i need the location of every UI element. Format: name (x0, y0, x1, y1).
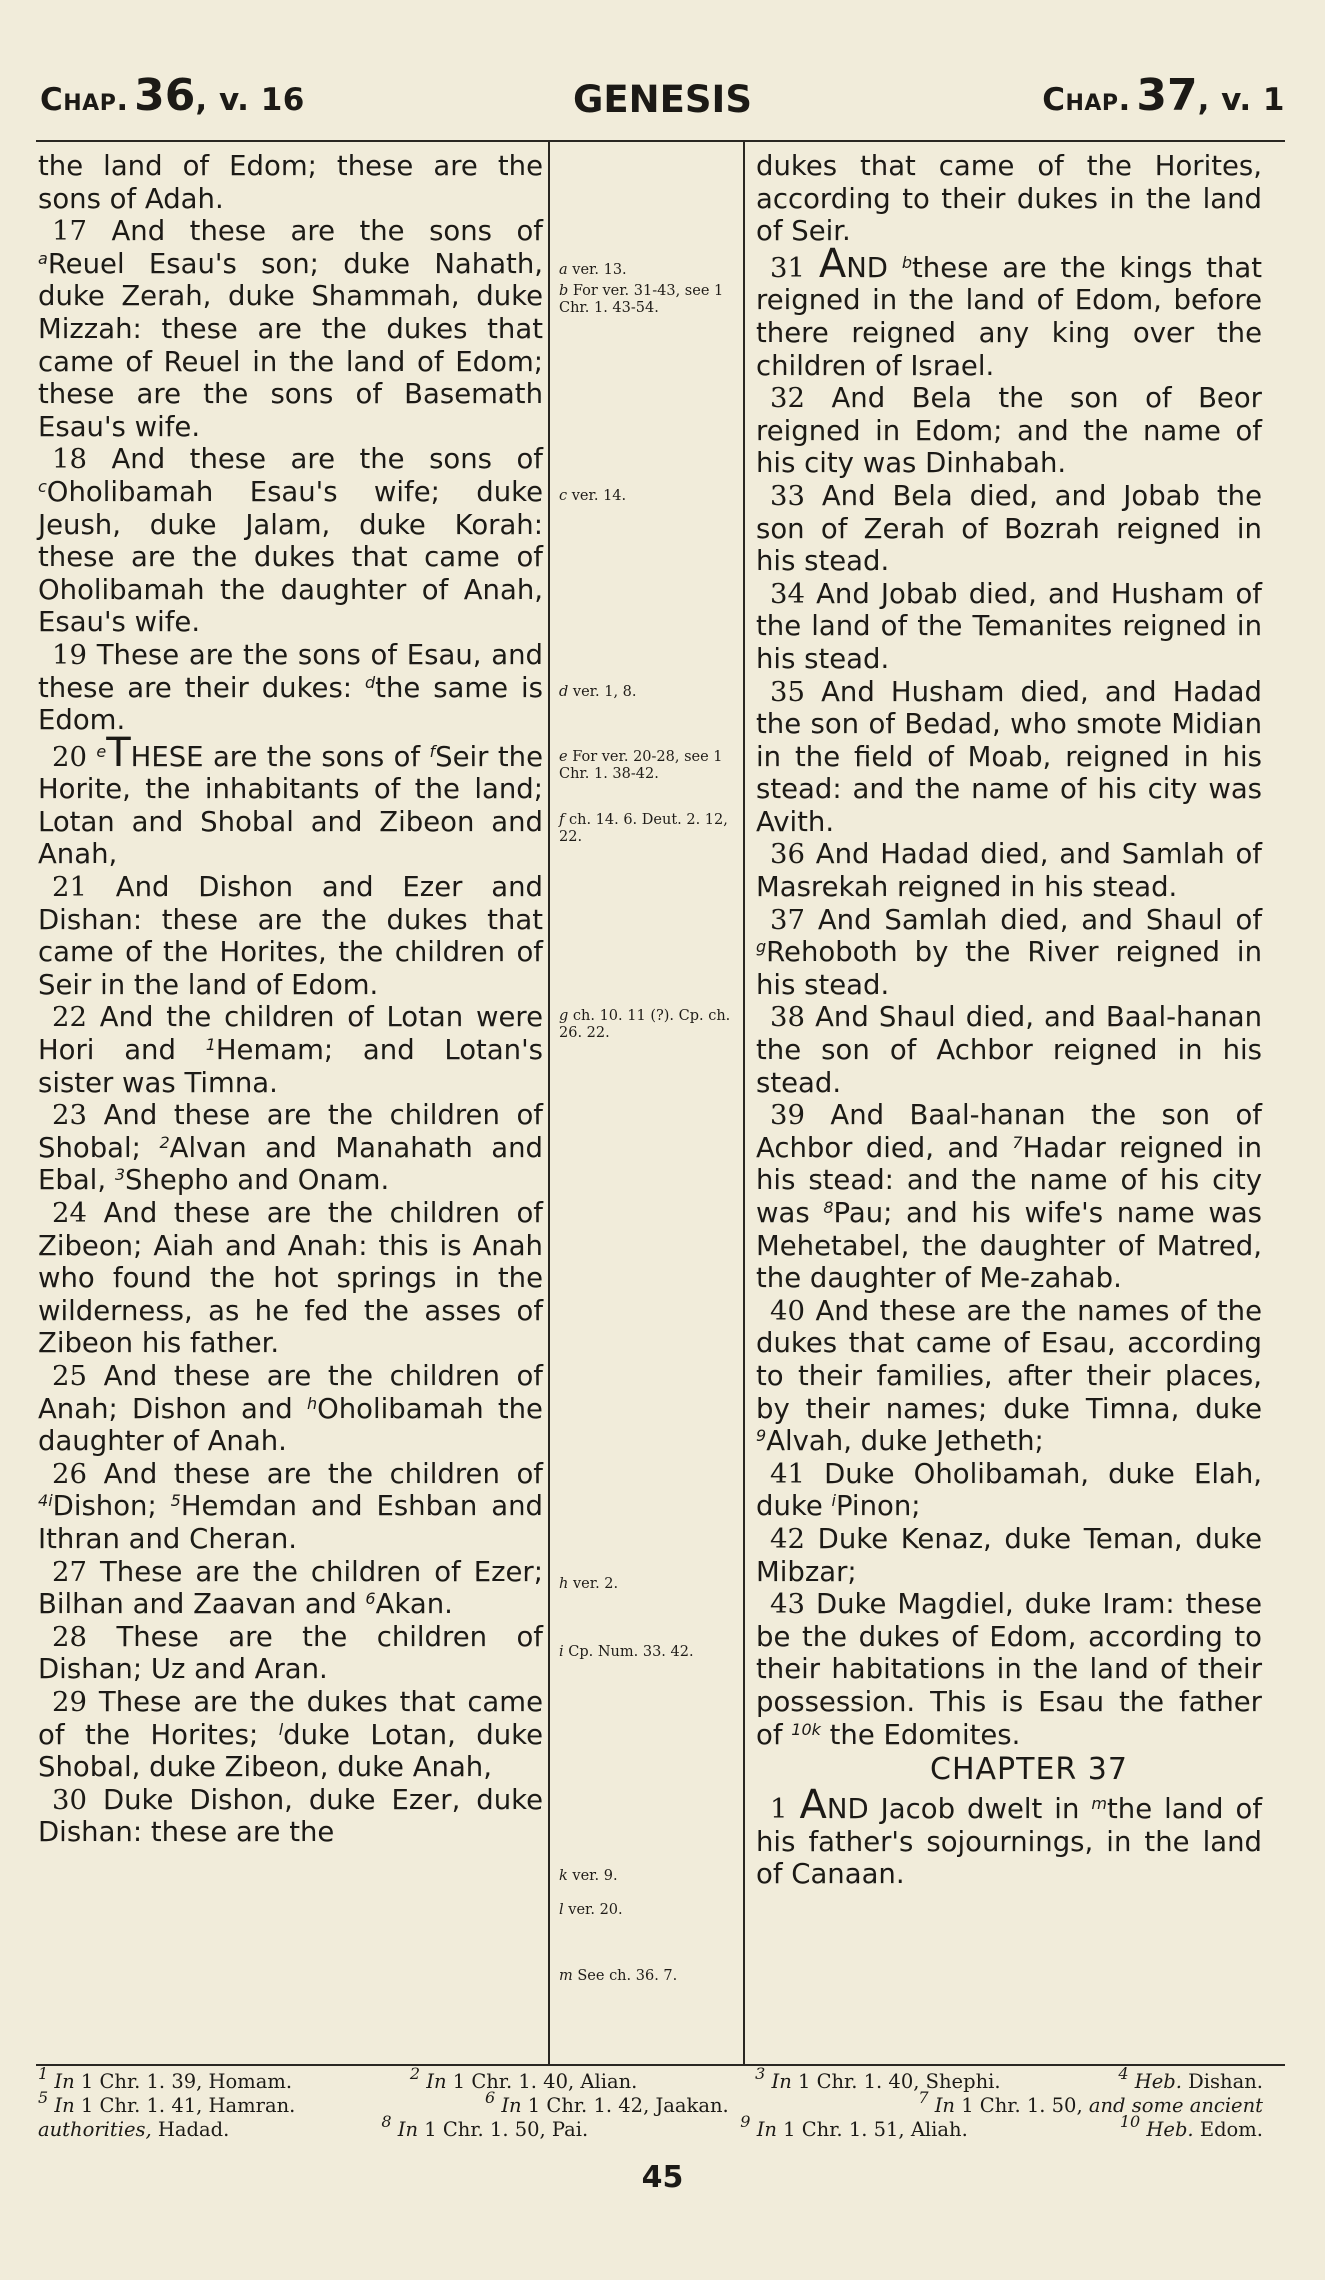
verse-text: And Husham died, and Hadad the son of Bedad, who smote Midian in the field of Moab, reigned in his stead: and the name of his city was Avith. (756, 675, 1262, 838)
verse-text: Hemdan and Eshban and Ithran and Cheran. (38, 1490, 543, 1555)
footnote-italic: In (397, 2118, 419, 2141)
footnote (755, 2064, 1001, 2094)
verse-21 (38, 871, 543, 1001)
footnote-text: Hadad. (157, 2118, 230, 2141)
chapter-heading: CHAPTER 37 (930, 1752, 1128, 1788)
verse-text: Alvan and Manahath and Ebal, (38, 1131, 543, 1197)
footnote (1118, 2064, 1263, 2094)
footnote-italic: authorities, (38, 2118, 152, 2141)
footnote-italic: In (54, 2094, 75, 2117)
footnote (740, 2112, 968, 2142)
crossref-letter: b (559, 283, 569, 299)
verse-24 (38, 1197, 543, 1360)
verse-number: 18 (52, 443, 87, 476)
verse-38 (756, 1001, 1262, 1099)
verse-27 (38, 1556, 543, 1621)
footnote-marker: 10 (791, 1719, 812, 1739)
left-text-column (38, 150, 543, 1849)
verse-43 (756, 1588, 1262, 1751)
footnote-text: 1 Chr. 1. 50, (961, 2094, 1083, 2117)
verse-number: 31 (770, 251, 805, 284)
verse-number: 27 (52, 1555, 87, 1588)
footnote-text: 1 Chr. 1. 51, Aliah. (783, 2118, 968, 2141)
header-left-chap: Chap. (40, 82, 129, 118)
footnote (484, 2088, 729, 2118)
verse-19 (38, 639, 543, 737)
header-left-verse: , v. 16 (195, 82, 305, 118)
footnote-italic: In (426, 2070, 447, 2093)
crossref-letter: c (559, 488, 568, 504)
crossref-marker: a (38, 248, 48, 268)
verse-number: 19 (52, 638, 87, 671)
header-right-reference (1042, 70, 1285, 121)
page-number: 45 (641, 2160, 684, 2195)
crossref-text: See ch. 36. 7. (577, 1968, 678, 1984)
verse-text: And these are the children of Zibeon; Aiah and Anah: this is Anah who found the hot springs in the wilderness, as he fed the asses of Zibeon his father. (38, 1197, 543, 1360)
crossref-letter: d (559, 684, 569, 700)
footnote-italic: In (501, 2094, 522, 2117)
footnote-row (38, 2112, 1263, 2142)
verse-text: the land of his father's sojournings, in the land of Canaan. (756, 1793, 1263, 1891)
crossref-marker: f (429, 741, 436, 761)
footnote-number: 4 (1118, 2064, 1129, 2083)
crossref-marker: l (278, 1719, 284, 1739)
verse-number: 38 (770, 1001, 805, 1034)
crossref-marker: k (811, 1719, 821, 1739)
footnote-marker: 6 (365, 1589, 376, 1609)
column-rule-left (548, 141, 550, 2065)
verse-28 (38, 1621, 543, 1686)
right-text-column (756, 150, 1262, 1891)
verse-text: Duke Oholibamah, duke Elah, duke (756, 1457, 1262, 1523)
verse-41 (756, 1458, 1262, 1523)
footnote-marker: 3 (114, 1165, 126, 1185)
footnote-number: 1 (38, 2064, 49, 2083)
footnote (1119, 2112, 1263, 2142)
footnote-italic: In (934, 2094, 955, 2117)
footnote-italic: In (756, 2118, 777, 2141)
footnote-rule (36, 2064, 1285, 2066)
verse-continuation (756, 150, 1262, 248)
crossref-text: Cp. Num. 33. 42. (568, 1644, 694, 1660)
crossref-note (559, 1902, 739, 1919)
verse-text: These are the children of Dishan; Uz and Aran. (38, 1620, 543, 1686)
crossref-note (559, 1968, 739, 1985)
footnote-italic: and some ancient (1088, 2094, 1263, 2117)
crossref-text: For ver. 20-28, see 1 Chr. 1. 38-42. (559, 749, 723, 782)
verse-number: 25 (52, 1359, 87, 1392)
verse-text: Hemam; and Lotan's sister was Timna. (38, 1034, 543, 1099)
verse-29 (38, 1686, 543, 1784)
verse-text: Alvah, duke Jetheth; (766, 1425, 1044, 1458)
small-caps-word: HESE (130, 740, 204, 773)
verse-number: 22 (52, 1001, 87, 1034)
footnote (918, 2088, 1263, 2118)
verse-number: 39 (770, 1099, 805, 1132)
verse-number: 20 (52, 740, 87, 773)
verse-text: And these are the children of (103, 1457, 543, 1490)
crossref-marker: m (1091, 1794, 1107, 1814)
small-caps-word: ND (846, 251, 888, 284)
footnote-text: Edom. (1199, 2118, 1263, 2141)
verse-40 (756, 1295, 1262, 1458)
verse-text: Dishon; (52, 1490, 157, 1523)
footnote-number: 9 (740, 2112, 751, 2131)
chapter-37-verse-1 (756, 1782, 1263, 1891)
verse-number: 34 (770, 577, 805, 610)
crossref-letter: g (559, 1008, 569, 1024)
footnote-text: Dishan. (1188, 2070, 1263, 2093)
crossref-note (559, 1868, 739, 1885)
footnote-number: 5 (38, 2088, 49, 2107)
crossref-letter: m (559, 1968, 573, 1984)
verse-text: These are the dukes that came of the Horites; (38, 1685, 543, 1751)
footnote (409, 2064, 638, 2094)
verse-34 (756, 578, 1262, 676)
crossref-marker: b (901, 252, 912, 272)
footnote-marker: 8 (823, 1198, 834, 1217)
verse-text: these are the kings that reigned in the land of Edom, before there reigned any king over the children of Israel. (756, 251, 1262, 382)
footnote-text: 1 Chr. 1. 40, Shephi. (797, 2070, 1001, 2093)
crossref-note (559, 1008, 739, 1042)
crossref-note (559, 488, 739, 505)
crossref-letter: e (559, 749, 568, 765)
verse-text: And Shaul died, and Baal-hanan the son of Achbor reigned in his stead. (756, 1001, 1263, 1099)
verse-text: Oholibamah Esau's wife; duke Jeush, duke Jalam, duke Korah: these are the dukes that came of Oholibamah the daughter of Anah, Esau's wife. (38, 475, 543, 639)
crossref-note (559, 283, 739, 317)
crossref-letter: a (559, 262, 568, 278)
verse-text: And Baal-hanan the son of Achbor died, and (756, 1099, 1262, 1164)
verse-number: 30 (52, 1783, 87, 1816)
header-right-verse: , v. 1 (1197, 82, 1285, 118)
header-right-chap: Chap. (1042, 82, 1131, 118)
running-header (40, 70, 1285, 140)
verse-text: Pinon; (835, 1490, 921, 1523)
footnote-number: 6 (484, 2088, 496, 2107)
verse-text: Rehoboth by the River reigned in his stead. (756, 936, 1262, 1001)
crossref-marker: d (365, 672, 376, 692)
verse-number: 28 (52, 1620, 87, 1653)
footnote-italic: In (54, 2070, 75, 2093)
verse-30 (38, 1784, 543, 1849)
verse-number: 23 (52, 1099, 87, 1132)
footnote-number: 10 (1119, 2112, 1141, 2131)
crossref-note (559, 812, 739, 846)
verse-text: Duke Dishon, duke Ezer, duke Dishan: these are the (38, 1783, 543, 1849)
crossref-marker: c (38, 476, 47, 496)
verse-17 (38, 215, 543, 443)
verse-42 (756, 1523, 1262, 1588)
footnote-italic: Heb. (1146, 2118, 1194, 2141)
crossref-letter: i (559, 1644, 564, 1660)
crossref-text: ch. 10. 11 (?). Cp. ch. 26. 22. (559, 1008, 731, 1041)
verse-33 (756, 480, 1262, 578)
crossref-note (559, 684, 739, 701)
crossref-text: For ver. 31-43, see 1 Chr. 1. 43-54. (559, 283, 724, 316)
verse-text: Hadar reigned in his stead: and the name of his city was (756, 1131, 1263, 1229)
footnote-marker: 2 (159, 1132, 170, 1152)
verse-number: 43 (770, 1588, 805, 1621)
footnote (38, 2118, 229, 2142)
verse-number: 37 (770, 903, 805, 936)
verse-25 (38, 1360, 543, 1458)
verse-39 (756, 1099, 1262, 1295)
small-caps-word: ND (826, 1793, 869, 1826)
crossref-note (559, 749, 739, 783)
crossref-note (559, 262, 739, 279)
verse-text: Pau; and his wife's name was Mehetabel, the daughter of Matred, the daughter of Me-zahab. (756, 1197, 1262, 1295)
crossref-text: ver. 13. (572, 262, 627, 278)
verse-text: And Jobab died, and Husham of the land of the Temanites reigned in his stead. (756, 577, 1262, 675)
verse-text: And Dishon and Ezer and Dishan: these are the dukes that came of the Horites, the children of Seir in the land of Edom. (38, 871, 543, 1001)
verse-text: Akan. (375, 1588, 453, 1621)
crossref-marker: i (831, 1491, 836, 1511)
crossref-text: ver. 14. (571, 488, 627, 504)
footnote (38, 2064, 293, 2094)
verse-32 (756, 382, 1262, 480)
verse-number: 17 (52, 215, 87, 248)
crossref-text: ch. 14. 6. Deut. 2. 12, 22. (559, 812, 728, 845)
crossref-marker: e (96, 741, 107, 761)
footnote-number: 7 (918, 2088, 929, 2107)
footnotes (38, 2064, 1263, 2142)
crossref-letter: k (559, 1868, 568, 1884)
verse-number: 41 (770, 1457, 805, 1490)
footnote-text: 1 Chr. 1. 42, Jaakan. (527, 2094, 729, 2117)
verse-35 (756, 676, 1262, 839)
verse-text: These are the sons of Esau, and these are their dukes: (38, 638, 543, 704)
crossref-text: ver. 9. (572, 1868, 618, 1884)
crossref-note (559, 1576, 739, 1593)
verse-text: And Hadad died, and Samlah of Masrekah reigned in his stead. (756, 838, 1262, 904)
footnote (381, 2112, 589, 2142)
verse-text: And the children of Lotan were Hori and (38, 1001, 543, 1067)
footnote-italic: In (771, 2070, 792, 2093)
crossref-letter: f (559, 812, 565, 828)
verse-20 (38, 729, 543, 871)
footnote-number: 8 (381, 2112, 392, 2131)
footnote-row (38, 2064, 1263, 2094)
verse-18 (38, 443, 543, 639)
footnote-marker: 7 (1012, 1132, 1023, 1152)
footnote-marker: 1 (205, 1035, 216, 1055)
crossref-text: ver. 20. (568, 1902, 623, 1918)
verse-number: 42 (770, 1522, 805, 1555)
footnote-row (38, 2088, 1263, 2118)
verse-36 (756, 838, 1262, 903)
footnote-italic: Heb. (1134, 2070, 1182, 2093)
footnote-marker: 9 (756, 1426, 767, 1446)
verse-number: 21 (52, 871, 87, 904)
verse-text: Jacob dwelt in (880, 1793, 1080, 1826)
header-right-chapter-number: 37 (1136, 70, 1198, 121)
crossref-marker: i (48, 1491, 53, 1511)
drop-cap: A (799, 1782, 827, 1829)
footnote-text: 1 Chr. 1. 41, Hamran. (80, 2094, 296, 2117)
header-rule (36, 140, 1285, 142)
verse-text: Seir the Horite, the inhabitants of the land; Lotan and Shobal and Zibeon and Anah, (38, 740, 543, 871)
verse-text: And these are the children of Shobal; (38, 1099, 543, 1164)
verse-text: And these are the sons of (111, 215, 543, 248)
drop-cap: T (106, 729, 131, 776)
verse-continuation (38, 150, 543, 215)
verse-number: 24 (52, 1197, 87, 1229)
verse-text: And Samlah died, and Shaul of (817, 903, 1262, 936)
verse-22 (38, 1001, 543, 1099)
crossref-text: ver. 2. (572, 1576, 619, 1592)
verse-text: the same is Edom. (38, 671, 543, 737)
verse-text: And these are the names of the dukes that came of Esau, according to their families, after their places, by their names; duke Timna, duke (756, 1294, 1262, 1425)
crossref-note (559, 1644, 739, 1661)
verse-text: Shepho and Onam. (125, 1164, 390, 1197)
verse-number: 1 (770, 1793, 788, 1826)
verse-text: And Bela the son of Beor reigned in Edom; and the name of his city was Dinhabah. (756, 382, 1262, 480)
verse-text: And Bela died, and Jobab the son of Zerah of Bozrah reigned in his stead. (756, 479, 1262, 578)
footnote-text: 1 Chr. 1. 39, Homam. (80, 2070, 293, 2093)
verse-text: Duke Kenaz, duke Teman, duke Mibzar; (756, 1522, 1263, 1588)
footnote-text: 1 Chr. 1. 40, Alian. (452, 2070, 638, 2093)
verse-text: Reuel Esau's son; duke Nahath, duke Zerah, duke Shammah, duke Mizzah: these are the dukes that came of Reuel in the land of Edom; these are the sons of Basemath Esau's wife. (38, 247, 543, 443)
verse-text: And these are the children of Anah; Dishon and (38, 1359, 543, 1425)
verse-text: the land of Edom; these are the sons of Adah. (38, 150, 543, 215)
verse-text: And these are the sons of (111, 443, 543, 476)
crossref-letter: h (559, 1576, 569, 1592)
verse-number: 29 (52, 1685, 87, 1718)
verse-37 (756, 904, 1262, 1002)
verse-number: 35 (770, 675, 805, 708)
verse-text: dukes that came of the Horites, according to their dukes in the land of Seir. (756, 150, 1262, 248)
verse-text: duke Lotan, duke Shobal, duke Zibeon, duke Anah, (38, 1718, 543, 1784)
verse-number: 36 (770, 838, 805, 871)
footnote-marker: 5 (170, 1491, 181, 1511)
verse-text: the Edomites. (829, 1718, 1021, 1751)
verse-number: 32 (770, 382, 805, 415)
verse-text: These are the children of Ezer; Bilhan and Zaavan and (38, 1555, 543, 1621)
footnote-number: 2 (409, 2064, 421, 2083)
footnote (38, 2088, 296, 2118)
footnote-number: 3 (755, 2064, 766, 2083)
crossref-marker: g (756, 937, 767, 957)
verse-number: 40 (770, 1294, 805, 1327)
verse-text: Duke Magdiel, duke Iram: these be the dukes of Edom, according to their habitations in the land of their possession. This is Esau the father of (756, 1588, 1262, 1751)
header-left-chapter-number: 36 (134, 70, 196, 121)
verse-23 (38, 1099, 543, 1197)
verse-text: Oholibamah the daughter of Anah. (38, 1392, 543, 1458)
crossref-text: ver. 1, 8. (572, 684, 637, 700)
verse-number: 33 (770, 479, 805, 512)
column-rule-right (743, 141, 745, 2065)
footnote-text: 1 Chr. 1. 50, Pai. (424, 2118, 589, 2141)
verse-number: 26 (52, 1457, 87, 1490)
verse-text: are the sons of (212, 740, 421, 773)
crossref-marker: h (306, 1393, 318, 1413)
crossref-letter: l (559, 1902, 564, 1918)
verse-26 (38, 1458, 543, 1556)
header-book-title: GENESIS (573, 78, 752, 121)
drop-cap: A (818, 240, 847, 287)
verse-31 (756, 240, 1262, 382)
footnote-marker: 4 (38, 1491, 49, 1511)
